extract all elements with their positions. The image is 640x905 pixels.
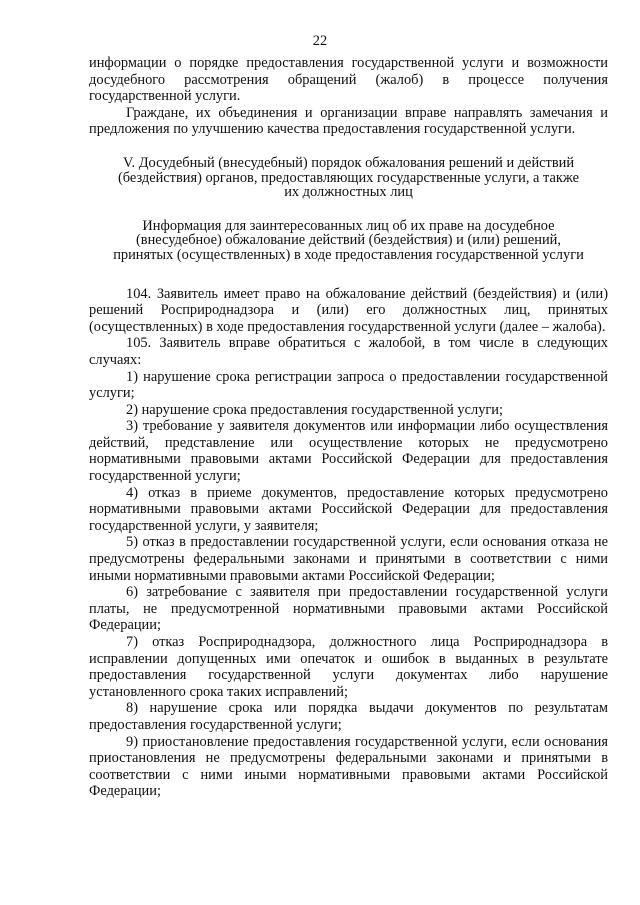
document-body	[89, 55, 608, 800]
list-item-6: 6) затребование с заявителя при предоставлении государственной услуги платы, не предусмотренной нормативными правовыми актами Российской Федерации;	[89, 584, 608, 634]
paragraph-105: 105. Заявитель вправе обратиться с жалобой, в том числе в следующих случаях:	[89, 335, 608, 368]
list-item-3: 3) требование у заявителя документов или информации либо осуществления действий, представление или осуществление которых не предусмотрено нормативными правовыми актами Российской Федерации для предоставления государственной услуги;	[89, 418, 608, 485]
page-number: 22	[312, 33, 328, 49]
spacer	[89, 263, 608, 286]
list-item-7: 7) отказ Росприроднадзора, должностного лица Росприроднадзора в исправлении допущенных ими опечаток и ошибок в выданных в результате предоставления государственной услуги документах либо нарушение установленного срока таких исправлений;	[89, 634, 608, 700]
intro-paragraph: Граждане, их объединения и организации вправе направлять замечания и предложения по улучшению качества предоставления государственной услуги.	[89, 104, 608, 138]
list-item-5: 5) отказ в предоставлении государственной услуги, если основания отказа не предусмотрены федеральными законами и принятыми в соответствии с ними иными нормативными правовыми актами Российской Федерации;	[89, 534, 608, 584]
section-title: V. Досудебный (внесудебный) порядок обжалования решений и действий (бездействия) органов, предоставляющих государственные услуги, а также их должностных лиц	[117, 154, 580, 201]
intro-paragraph: информации о порядке предоставления государственной услуги и возможности досудебного рассмотрения обращений (жалоб) в процессе получения государственной услуги.	[89, 55, 608, 105]
list-item-9: 9) приостановление предоставления государственной услуги, если основания приостановления не предусмотрены федеральными законами и принятыми в соответствии с ними иными нормативными правовыми актами Российской Федерации;	[89, 733, 608, 800]
list-item-2: 2) нарушение срока предоставления государственной услуги;	[126, 401, 503, 418]
list-item-4: 4) отказ в приеме документов, предоставление которых предусмотрено нормативными правовыми актами Российской Федерации для предоставления государственной услуги, у заявителя;	[89, 484, 608, 534]
list-item-1: 1) нарушение срока регистрации запроса о предоставлении государственной услуги;	[89, 368, 608, 402]
paragraph-104: 104. Заявитель имеет право на обжалование действий (бездействия) и (или) решений Росприроднадзора и (или) его должностных лиц, принятых (осуществленных) в ходе предоставления государственной услуги (далее – жалоба).	[89, 285, 608, 335]
subsection-title: Информация для заинтересованных лиц об их праве на досудебное (внесудебное) обжалование действий (бездействия) и (или) решений, принятых (осуществленных) в ходе предоставления государственной услуги	[113, 217, 584, 263]
list-item-8: 8) нарушение срока или порядка выдачи документов по результатам предоставления государственной услуги;	[89, 700, 608, 733]
